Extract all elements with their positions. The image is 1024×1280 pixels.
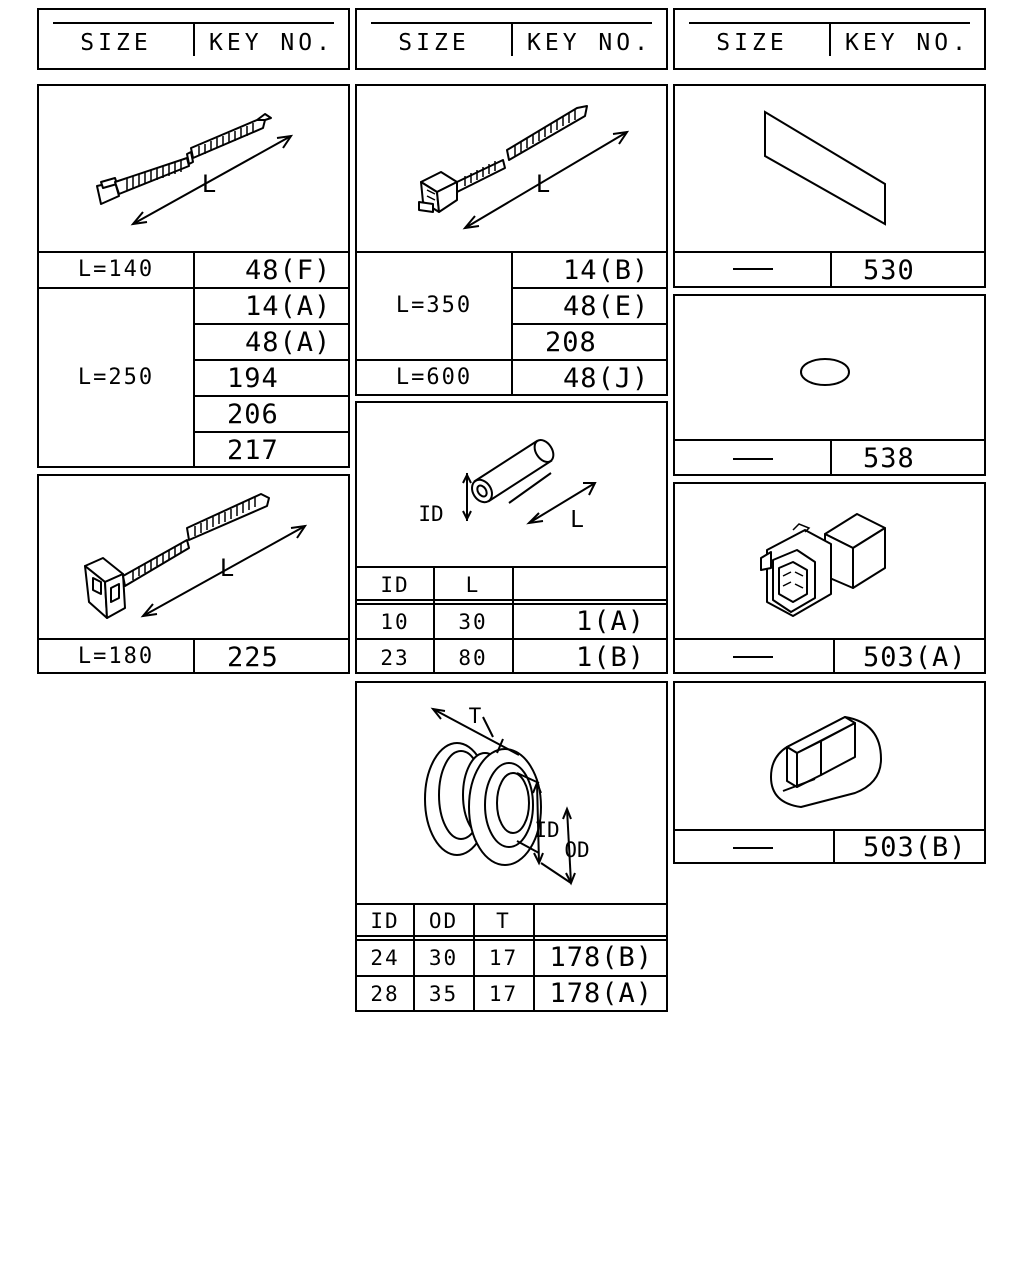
- table-cell-od: 35: [428, 982, 459, 1006]
- sheet-drawing: [675, 86, 984, 251]
- key-number-cell: 194: [227, 363, 279, 394]
- thickness-dim-label: T: [468, 704, 482, 728]
- header-col1: [37, 8, 350, 70]
- no-size-dash: [733, 268, 773, 270]
- table-cell-id: 28: [370, 982, 400, 1006]
- table-cell-length: 30: [458, 610, 488, 634]
- header-size-label: SIZE: [398, 30, 470, 56]
- tube-drawing: [357, 403, 666, 566]
- table-cell-od: 30: [428, 946, 459, 970]
- header-col2: [355, 8, 668, 70]
- panel-sheet: [673, 84, 986, 288]
- header-size-label: SIZE: [716, 30, 788, 56]
- size-cell: L=250: [77, 365, 155, 390]
- key-number-cell: 48(A): [245, 327, 332, 358]
- connector-a-drawing: [675, 484, 984, 638]
- cable-tie-drawing: [357, 86, 666, 251]
- no-size-dash: [733, 458, 773, 460]
- key-number-cell: 538: [863, 443, 915, 474]
- inner-diameter-dim-label: ID: [534, 818, 560, 842]
- panel-cable-tie-140-250: [37, 84, 350, 468]
- key-number-cell: 178(B): [549, 942, 653, 973]
- size-cell: L=350: [395, 293, 473, 318]
- header-col3: [673, 8, 986, 70]
- key-number-cell: 530: [863, 255, 915, 286]
- key-number-cell: 503(A): [863, 642, 967, 673]
- panel-grommet: [355, 681, 668, 1012]
- key-number-cell: 206: [227, 399, 279, 430]
- key-number-cell: 14(B): [563, 255, 650, 286]
- key-number-cell: 48(J): [563, 363, 650, 394]
- column-header: OD: [428, 909, 459, 933]
- panel-cable-tie-180: [37, 474, 350, 674]
- length-dim-label: L: [535, 170, 551, 198]
- table-cell-thickness: 17: [488, 982, 519, 1006]
- length-dim-label: L: [570, 507, 584, 533]
- length-dim-label: L: [219, 554, 235, 582]
- size-cell: L=180: [77, 644, 155, 669]
- key-number-cell: 48(E): [563, 291, 650, 322]
- key-number-cell: 178(A): [549, 978, 653, 1009]
- header-size-label: SIZE: [80, 30, 152, 56]
- size-cell: L=600: [395, 365, 473, 390]
- table-cell-id: 23: [380, 646, 410, 670]
- column-header: ID: [370, 909, 400, 933]
- key-number-cell: 225: [227, 642, 279, 673]
- key-number-cell: 1(B): [575, 642, 645, 673]
- table-cell-thickness: 17: [488, 946, 519, 970]
- connector-b-drawing: [675, 683, 984, 829]
- length-dim-label: L: [201, 170, 217, 198]
- ring-drawing: [675, 296, 984, 439]
- panel-connector-a: [673, 482, 986, 674]
- header-key-label: KEY NO.: [527, 30, 652, 56]
- outer-diameter-dim-label: OD: [564, 838, 590, 862]
- table-cell-id: 24: [370, 946, 400, 970]
- header-key-label: KEY NO.: [845, 30, 970, 56]
- header-key-label: KEY NO.: [209, 30, 334, 56]
- grommet-drawing: [357, 683, 666, 903]
- key-number-cell: 503(B): [863, 832, 967, 863]
- key-number-cell: 1(A): [575, 606, 645, 637]
- column-header: L: [465, 573, 481, 597]
- cable-tie-drawing: [39, 476, 348, 638]
- key-number-cell: 48(F): [245, 255, 332, 286]
- panel-cable-tie-350-600: [355, 84, 668, 396]
- table-cell-id: 10: [380, 610, 410, 634]
- inner-diameter-dim-label: ID: [418, 502, 444, 526]
- no-size-dash: [733, 847, 773, 849]
- column-header: [535, 903, 666, 939]
- table-cell-length: 80: [458, 646, 488, 670]
- panel-tube: [355, 401, 668, 674]
- no-size-dash: [733, 656, 773, 658]
- key-number-cell: 14(A): [245, 291, 332, 322]
- key-number-cell: 208: [545, 327, 597, 358]
- size-cell: L=140: [77, 257, 155, 282]
- column-header: T: [496, 909, 511, 933]
- key-number-cell: 217: [227, 435, 279, 466]
- panel-connector-b: [673, 681, 986, 864]
- panel-ring: [673, 294, 986, 476]
- column-header: ID: [380, 573, 410, 597]
- cable-tie-drawing: [39, 86, 348, 251]
- column-header: [514, 567, 666, 603]
